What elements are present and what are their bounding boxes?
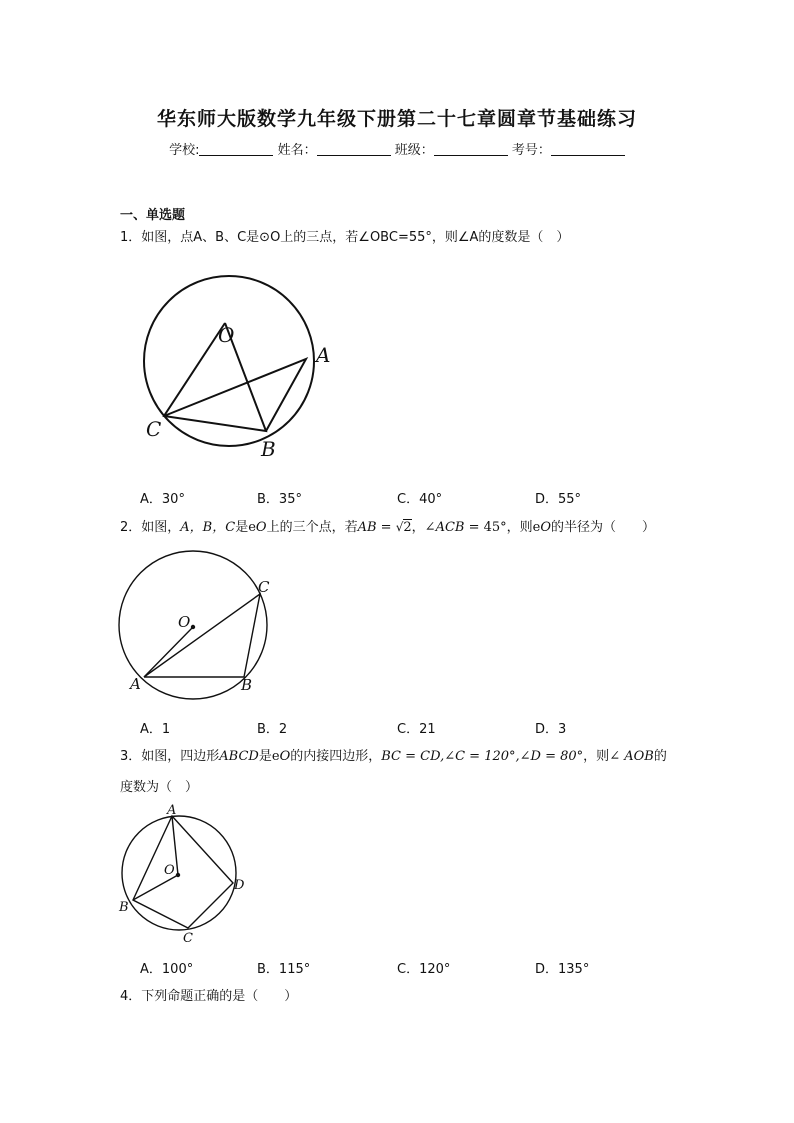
option-c[interactable]: C．40° [397, 492, 443, 507]
circle-o [144, 276, 314, 446]
sqrt-symbol: √ [395, 520, 404, 534]
quadrilateral-abcd [133, 816, 233, 928]
option-d[interactable]: D．3 [535, 722, 567, 737]
label-c: C [146, 417, 162, 441]
number-label: 考号： [511, 143, 551, 158]
label-b: B [261, 437, 276, 461]
triangle-ocb [164, 323, 266, 431]
triangle-abc [144, 594, 260, 677]
question-stem: 如图，点A、B、C是⊙O上的三点，若∠OBC=55°，则∠A的度数是（ ） [141, 230, 570, 245]
radius-ob [133, 875, 178, 900]
label-b: B [119, 900, 129, 915]
page-title: 华东师大版数学九年级下册第二十七章圆章节基础练习 [156, 108, 637, 130]
triangle-cab [164, 359, 306, 431]
question-3-options [140, 958, 660, 978]
number-field[interactable] [551, 143, 625, 156]
question-1-text [120, 225, 569, 251]
option-b[interactable]: B．115° [257, 962, 311, 977]
circle-o [122, 816, 236, 930]
student-info-line [0, 139, 794, 158]
option-a[interactable]: A．30° [140, 492, 185, 507]
question-3-figure [118, 803, 258, 948]
label-b: B [241, 676, 253, 694]
center-dot [191, 625, 195, 629]
option-a[interactable]: A．100° [140, 962, 194, 977]
name-label: 姓名： [277, 143, 317, 158]
question-4-text [120, 984, 297, 1010]
school-label: 学校: [169, 143, 200, 158]
circle-symbol: e [248, 520, 256, 535]
label-d: D [234, 878, 245, 893]
option-a[interactable]: A．1 [140, 722, 171, 737]
label-c: C [183, 931, 193, 946]
class-label: 班级： [394, 143, 434, 158]
label-a: A [316, 343, 331, 367]
name-field[interactable] [317, 143, 391, 156]
school-field[interactable] [199, 143, 273, 156]
label-c: C [258, 578, 270, 596]
question-number: 1． [120, 230, 142, 245]
question-number: 4． [120, 989, 142, 1004]
label-a: A [130, 675, 141, 693]
option-c[interactable]: C．21 [397, 722, 436, 737]
question-3-text: 3．如图，四边形ABCD是eO的内接四边形，BC = CD,∠C = 120°,∠D = 80°，则∠ AOB的 [120, 749, 667, 764]
question-2-options [140, 718, 660, 738]
question-number: 2． [120, 520, 142, 535]
section-heading: 一、单选题 [120, 208, 186, 223]
option-c[interactable]: C．120° [397, 962, 451, 977]
option-d[interactable]: D．135° [535, 962, 590, 977]
question-2-figure [118, 550, 278, 700]
option-d[interactable]: D．55° [535, 492, 582, 507]
question-1-figure [130, 275, 330, 465]
center-dot [176, 873, 180, 877]
radius-oa [144, 627, 193, 677]
class-field[interactable] [434, 143, 508, 156]
question-1-options [140, 488, 660, 508]
label-o: O [218, 323, 235, 347]
option-b[interactable]: B．35° [257, 492, 302, 507]
option-b[interactable]: B．2 [257, 722, 288, 737]
question-number: 3． [120, 749, 142, 764]
question-stem: 下列命题正确的是（ ） [141, 989, 298, 1004]
label-o: O [164, 863, 175, 878]
question-3-text-line2: 度数为（ ） [120, 780, 199, 795]
question-2-text: 2．如图，A，B，C是eO上的三个点，若AB = √2，∠ACB = 45°，则eO的半径为（ ） [120, 520, 656, 535]
label-a: A [167, 803, 177, 818]
label-o: O [178, 613, 191, 631]
